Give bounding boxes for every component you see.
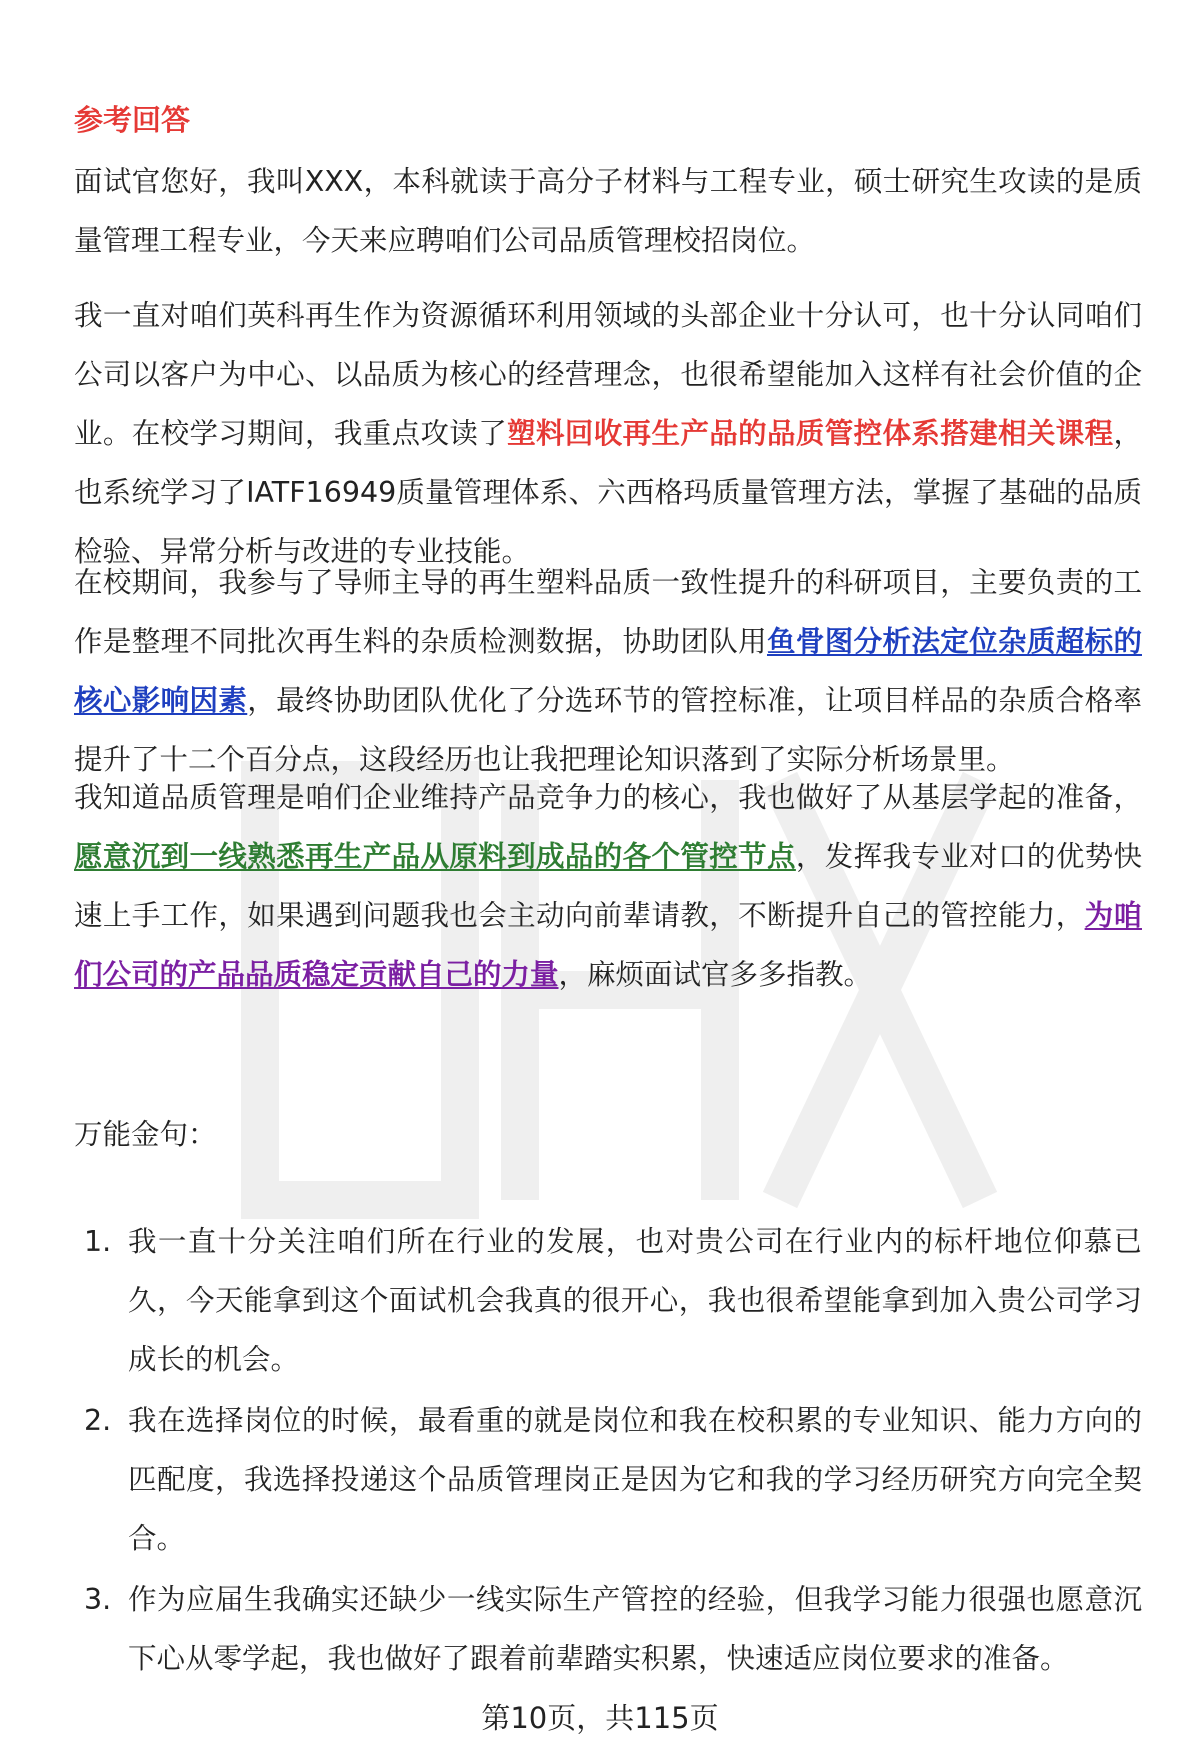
list-item-number: 3. — [84, 1583, 112, 1616]
motivation-paragraph — [74, 286, 1142, 581]
list-item-number: 1. — [84, 1225, 112, 1258]
page-number: 第10页，共115页 — [481, 1701, 719, 1735]
highlight-course: 塑料回收再生产品的品质管控体系搭建相关课程 — [507, 417, 1114, 450]
list-item — [74, 1212, 1142, 1389]
commitment-paragraph — [74, 768, 1142, 1004]
list-item-text: 作为应届生我确实还缺少一线实际生产管控的经验，但我学习能力很强也愿意沉下心从零学起，我也做好了跟着前辈踏实积累，快速适应岗位要求的准备。 — [128, 1583, 1142, 1675]
project-text: 在校期间，我参与了导师主导的再生塑料品质一致性提升的科研项目，主要负责的工作是整理不同批次再生料的杂质检测数据，协助团队用 — [74, 566, 1142, 658]
commitment-text-after: ，麻烦面试官多多指教。 — [558, 958, 873, 991]
highlight-frontline: 愿意沉到一线熟悉再生产品从原料到成品的各个管控节点 — [74, 840, 796, 873]
golden-sentences-list — [74, 1212, 1142, 1688]
project-paragraph — [74, 553, 1142, 789]
commitment-text-middle: ，发挥我专业对口的优势快速上手工作，如果遇到问题我也会主动向前辈请教，不断提升自己的管控能力， — [74, 840, 1142, 932]
motivation-text: 我一直对咱们英科再生作为资源循环利用领域的头部企业十分认可，也十分认同咱们公司以客户为中心、以品质为核心的经营理念，也很希望能加入这样有社会价值的企业。在校学习期间，我重点攻读了 — [74, 299, 1142, 450]
answer-heading: 参考回答 — [74, 103, 191, 137]
motivation-text-after: ，也系统学习了IATF16949质量管理体系、六西格玛质量管理方法，掌握了基础的品质检验、异常分析与改进的专业技能。 — [74, 417, 1142, 568]
list-item-text: 我在选择岗位的时候，最看重的就是岗位和我在校积累的专业知识、能力方向的匹配度，我选择投递这个品质管理岗正是因为它和我的学习经历研究方向完全契合。 — [128, 1404, 1142, 1555]
list-item — [74, 1391, 1142, 1568]
list-item-text: 我一直十分关注咱们所在行业的发展，也对贵公司在行业内的标杆地位仰慕已久，今天能拿到这个面试机会我真的很开心，我也很希望能拿到加入贵公司学习成长的机会。 — [128, 1225, 1142, 1376]
list-item — [74, 1570, 1142, 1688]
intro-paragraph: 面试官您好，我叫XXX，本科就读于高分子材料与工程专业，硕士研究生攻读的是质量管理工程专业，今天来应聘咱们公司品质管理校招岗位。 — [74, 165, 1142, 257]
commitment-text: 我知道品质管理是咱们企业维持产品竞争力的核心，我也做好了从基层学起的准备， — [74, 781, 1142, 814]
highlight-fishbone: 鱼骨图分析法定位杂质超标的核心影响因素 — [74, 625, 1142, 717]
project-text-after: ，最终协助团队优化了分选环节的管控标准，让项目样品的杂质合格率提升了十二个百分点，这段经历也让我把理论知识落到了实际分析场景里。 — [74, 684, 1142, 776]
list-item-number: 2. — [84, 1404, 112, 1437]
golden-sentences-title: 万能金句： — [74, 1118, 217, 1151]
highlight-contribute: 为咱们公司的产品品质稳定贡献自己的力量 — [74, 899, 1142, 991]
